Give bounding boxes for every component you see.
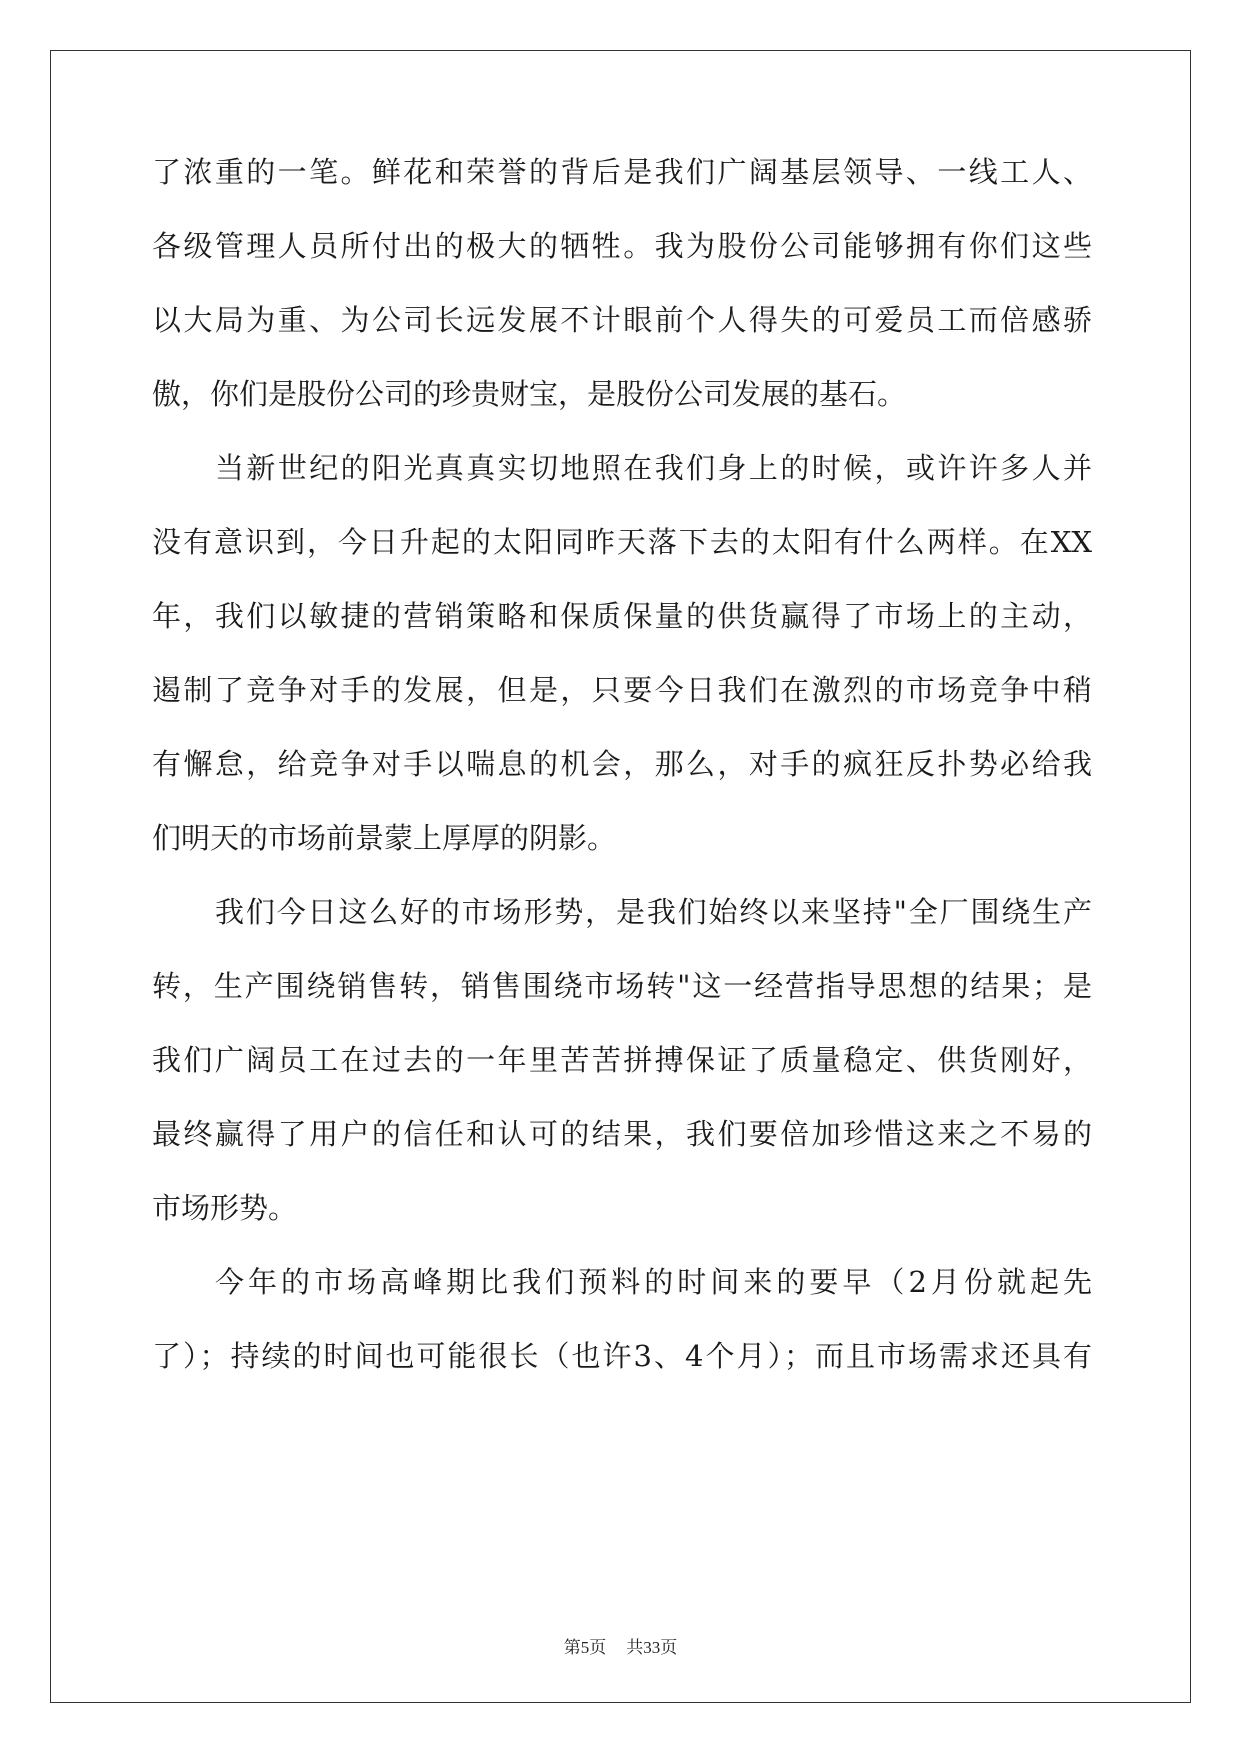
page-border [50,50,1191,1703]
text-line: 没有意识到，今日升起的太阳同昨天落下去的太阳有什么两样。在XX [152,525,1092,559]
text-line: 最终赢得了用户的信任和认可的结果，我们要倍加珍惜这来之不易的 [152,1117,1092,1151]
text-line: 我们广阔员工在过去的一年里苦苦拼搏保证了质量稳定、供货刚好， [152,1043,1092,1077]
text-line: 了浓重的一笔。鲜花和荣誉的背后是我们广阔基层领导、一线工人、 [152,155,1092,189]
text-line: 年，我们以敏捷的营销策略和保质保量的供货赢得了市场上的主动， [152,599,1092,633]
text-line: 有懈怠，给竞争对手以喘息的机会，那么，对手的疯狂反扑势必给我 [152,747,1092,781]
page-number: 第5页 [563,1638,607,1657]
page-total: 共33页 [626,1638,678,1657]
text-line: 遏制了竞争对手的发展，但是，只要今日我们在激烈的市场竞争中稍 [152,673,1092,707]
text-line: 们明天的市场前景蒙上厚厚的阴影。 [152,821,617,855]
paragraph-first-line: 当新世纪的阳光真真实切地照在我们身上的时候，或许许多人并 [215,451,1092,485]
text-line: 市场形势。 [152,1191,298,1225]
text-line: 以大局为重、为公司长远发展不计眼前个人得失的可爱员工而倍感骄 [152,303,1092,337]
text-line: 了）；持续的时间也可能很长（也许3、4个月）；而且市场需求还具有 [152,1339,1092,1373]
text-line: 傲，你们是股份公司的珍贵财宝，是股份公司发展的基石。 [152,377,907,411]
page-footer [0,1636,1241,1660]
paragraph-first-line: 今年的市场高峰期比我们预料的时间来的要早（2月份就起先 [215,1265,1092,1299]
paragraph-first-line: 我们今日这么好的市场形势，是我们始终以来坚持"全厂围绕生产 [215,895,1092,929]
text-line: 转，生产围绕销售转，销售围绕市场转"这一经营指导思想的结果；是 [152,969,1092,1003]
text-line: 各级管理人员所付出的极大的牺牲。我为股份公司能够拥有你们这些 [152,229,1092,263]
